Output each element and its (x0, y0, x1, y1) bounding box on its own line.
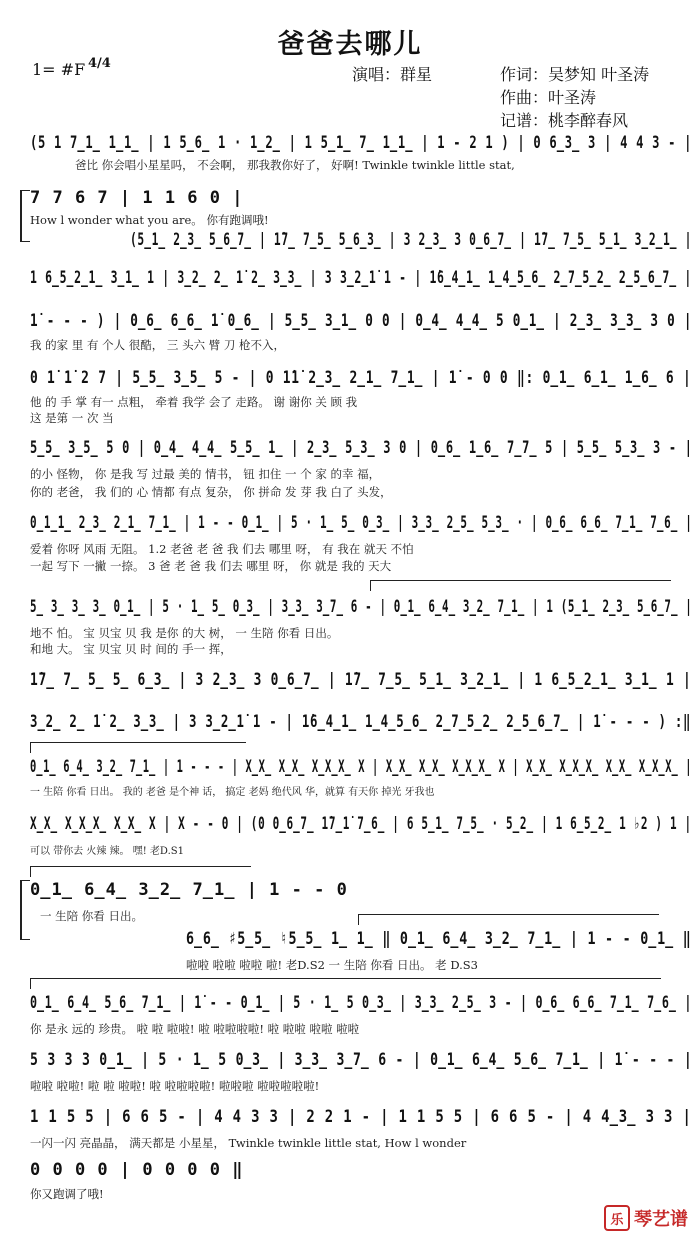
volta-4 (358, 914, 659, 925)
notes: 3̲2̲ 2̲ 1̇ 2̲ 3̲3̲ | 3 3̲2̲1̇ 1 - | 1̇6̲4̲1̲ 1̲4̲5̲6̲ 2̲7̲5̲2̲ 2̲5̲6̲7̲ | 1̇ - - - ) :‖ (30, 712, 692, 732)
notes: X̲X̲ X̲X̲X̲ X̲X̲ X | X - - 0 | (0 0̲6̲7̲ 1̇7̲1̇ 7̲6̲ | 6 5̲1̲ 7̲5̲ · 5̲2̲ | 1 6̲5̲2̲ 1 ♭2 ) 1 | (30, 814, 692, 834)
lyric-line: 一 生陪 你看 日出。 我的 老爸 是个神 话， 搞定 老妈 绝代风 华，就算 有天你 掉光 牙我也 (30, 787, 435, 798)
composer: 作曲：叶圣涛 (500, 88, 597, 107)
lyric-line: 爸比 你会唱小星星吗， 不会啊， 那我教你好了， 好啊! Twinkle twinkle little stat, (75, 158, 515, 172)
singer: 演唱：群星 (352, 65, 433, 84)
repeat-bracket (20, 880, 30, 940)
key-signature: 1= #F (32, 60, 86, 79)
repeat-bracket (20, 190, 30, 242)
volta-3 (30, 866, 251, 877)
notes: 7 7 6 7 | 1 1 6 0 | (30, 188, 244, 208)
notes: 5̲ 3̲ 3̲ 3̲ 0̲1̲ | 5 · 1̲ 5̲ 0̲3̲ | 3̲3̲ 3̲7̲ 6 - | 0̲1̲ 6̲4̲ 3̲2̲ 7̲1̲ | 1 (5̲1̲ 2̲3̲ 5̲6̲7̲ | (30, 597, 693, 617)
volta-1 (370, 580, 671, 591)
lyric-line: 一 生陪 你看 日出。 (40, 909, 143, 923)
lyric-line: 啦啦 啦啦! 啦 啦 啦啦! 啦 啦啦啦啦! 啦啦啦 啦啦啦啦啦! (30, 1079, 320, 1093)
notes: 5 3 3 3 0̲1̲ | 5 · 1̲ 5 0̲3̲ | 3̲3̲ 3̲7̲ 6 - | 0̲1̲ 6̲4̲ 5̲6̲ 7̲1̲ | 1̇ - - - | (30, 1050, 693, 1070)
notes: 0̲1̲ 6̲4̲ 3̲2̲ 7̲1̲ | 1 - - - | X̲X̲ X̲X̲ X̲X̲X̲ X | X̲X̲ X̲X̲ X̲X̲X̲ X | X̲X̲ X̲X̲X̲ X̲X̲ X̲X̲X̲ | (30, 757, 693, 777)
notes: 1 1 5 5 | 6 6 5 - | 4 4 3 3 | 2 2 1 - | 1 1 5 5 | 6 6 5 - | 4 4̲3̲ 3 3 | (30, 1107, 692, 1127)
logo-icon: 乐 (604, 1205, 630, 1231)
lyric-line: How l wonder what you are。 你有跑调哦! (30, 213, 269, 227)
notes: 1̇7̲ 7̲ 5̲ 5̲ 6̲3̲ | 3 2̲3̲ 3 0̲6̲7̲ | 1̇7̲ 7̲5̲ 5̲1̲ 3̲2̲1̲ | 1 6̲5̲2̲1̲ 3̲1̲ 1 | (30, 670, 692, 690)
lyric-line: 一起 写下 一撇 一捺。 3 爸 老 爸 我 们去 哪里 呀， 你 就是 我的 天大 (30, 559, 392, 573)
volta-5 (30, 978, 661, 989)
song-title: 爸爸去哪儿 (277, 29, 423, 60)
notes: 0 0 0 0 | 0 0 0 0 ‖ (30, 1160, 244, 1180)
lyric-line: 你 是永 远的 珍贵。 啦 啦 啦啦! 啦 啦啦啦啦! 啦 啦啦 啦啦 啦啦 (30, 1022, 360, 1036)
notes: 0̲1̲ 6̲4̲ 5̲6̲ 7̲1̲ | 1̇ - - 0̲1̲ | 5 · 1̲ 5 0̲3̲ | 3̲3̲ 2̲5̲ 3 - | 0̲6̲ 6̲6̲ 7̲1̲ 7̲6̲ | (30, 993, 693, 1013)
notes: (5̲1̲ 2̲3̲ 5̲6̲7̲ | 1̇7̲ 7̲5̲ 5̲6̲3̲ | 3 2̲3̲ 3 0̲6̲7̲ | 1̇7̲ 7̲5̲ 5̲1̲ 3̲2̲1̲ | (130, 230, 693, 250)
time-signature: 4/4 (88, 56, 111, 71)
lyric-line: 一闪一闪 亮晶晶， 满天都是 小星星， Twinkle twinkle little stat, How l wonder (30, 1136, 467, 1150)
notes: 1̇ - - - ) | 0̲6̲ 6̲6̲ 1̇ 0̲6̲ | 5̲5̲ 3̲1̲ 0 0 | 0̲4̲ 4̲4̲ 5 0̲1̲ | 2̲3̲ 3̲3̲ 3 0 | (30, 311, 693, 331)
lyric-line: 和地 大。 宝 贝宝 贝 时 间的 手一 挥， (30, 642, 232, 656)
notes: 5̲5̲ 3̲5̲ 5 0 | 0̲4̲ 4̲4̲ 5̲5̲ 1̲ | 2̲3̲ 5̲3̲ 3 0 | 0̲6̲ 1̲6̲ 7̲7̲ 5 | 5̲5̲ 5̲3̲ 3 - | (30, 438, 693, 458)
lyric-line: 你又跑调了哦! (30, 1187, 104, 1201)
notes: 0 1̇ 1̇ 2 7 | 5̲5̲ 3̲5̲ 5 - | 0 1̇1̇ 2̲3̲ 2̲1̲ 7̲1̲ | 1̇ - 0 0 ‖: 0̲1̲ 6̲1̲ 1̲6̲ 6 | (30, 368, 692, 388)
volta-2 (30, 742, 246, 753)
lyric-line: 他 的 手 掌 有一 点粗， 牵着 我学 会了 走路。 谢 谢你 关 顾 我 (30, 395, 358, 409)
lyricist: 作词：吴梦知 叶圣涛 (500, 65, 650, 84)
site-logo (604, 1205, 688, 1231)
lyric-line: 的小 怪物， 你 是我 写 过最 美的 情书， 钮 扣住 一 个 家 的幸 福， (30, 467, 381, 481)
notes: 6̲6̲ ♯5̲5̲ ♮5̲5̲ 1̲ 1̲ ‖ 0̲1̲ 6̲4̲ 3̲2̲ 7̲1̲ | 1 - - 0̲1̲ ‖ (186, 929, 692, 949)
transcriber: 记谱：桃李醉春风 (500, 111, 629, 130)
lyric-line: 我 的家 里 有 个人 很酷， 三 头六 臂 刀 枪不入， (30, 338, 286, 352)
lyric-line: 这 是第 一 次 当 (30, 411, 114, 425)
notes: 0̲1̲ 6̲4̲ 3̲2̲ 7̲1̲ | 1 - - 0 (30, 880, 348, 900)
notes: (5 1 7̲1̲ 1̲1̲ | 1 5̲6̲ 1 · 1̲2̲ | 1 5̲1̲ 7̲ 1̲1̲ | 1 - 2 1 ) | 0 6̲3̲ 3 | 4 4 3 - | (30, 133, 693, 153)
lyric-line: 你的 老爸， 我 们的 心 情都 有点 复杂， 你 拼命 发 芽 我 白了 头发， (30, 485, 392, 499)
notes: 1 6̲5̲2̲1̲ 3̲1̲ 1 | 3̲2̲ 2̲ 1̇ 2̲ 3̲3̲ | 3 3̲2̲1̇ 1 - | 1̇6̲4̲1̲ 1̲4̲5̲6̲ 2̲7̲5̲2̲ 2̲5̲6̲7̲ | (30, 268, 692, 288)
lyric-line: 地不 怕。 宝 贝宝 贝 我 是你 的大 树， 一 生陪 你看 日出。 (30, 626, 339, 640)
lyric-line: 啦啦 啦啦 啦啦 啦! 老D.S2 一 生陪 你看 日出。 老 D.S3 (186, 958, 478, 972)
lyric-line: 可以 带你去 火辣 辣。 嘿! 老D.S1 (30, 846, 184, 857)
lyric-line: 爱着 你呀 风雨 无阻。 1.2 老爸 老 爸 我 们去 哪里 呀， 有 我在 就天 不怕 (30, 542, 414, 556)
notes: 0̲1̲1̲ 2̲3̲ 2̲1̲ 7̲1̲ | 1 - - 0̲1̲ | 5 · 1̲ 5̲ 0̲3̲ | 3̲3̲ 2̲5̲ 5̲3̲ · | 0̲6̲ 6̲6̲ 7̲1̲ 7̲6̲ | (30, 513, 693, 533)
logo-text: 琴艺谱 (634, 1209, 688, 1230)
